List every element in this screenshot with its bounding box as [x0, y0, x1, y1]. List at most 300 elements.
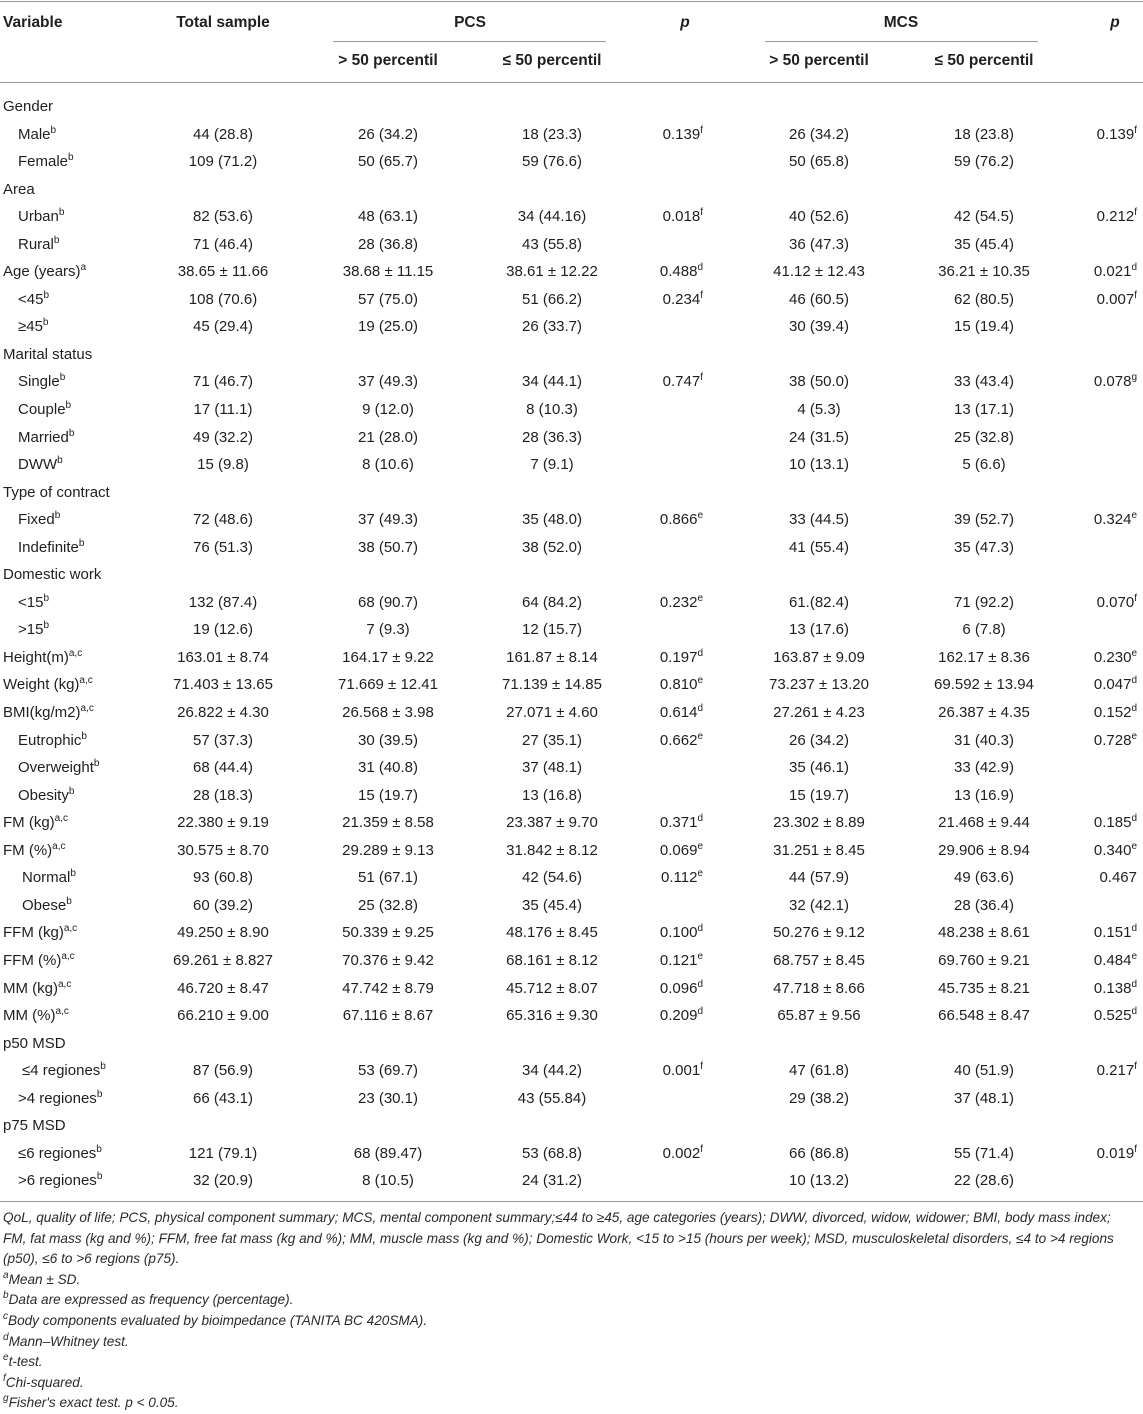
cell-p-mcs-footnote-mark: d — [1131, 1006, 1137, 1018]
cell-total-value: 57 (37.3) — [192, 731, 254, 749]
row-label-text: Single — [18, 373, 60, 391]
cell-total-value: 108 (70.6) — [188, 290, 258, 308]
table-row — [0, 286, 1143, 314]
cell-p-pcs-footnote-mark: e — [697, 730, 703, 742]
cell-mcs-above — [777, 1002, 860, 1029]
cell-pcs-below — [502, 671, 602, 698]
cell-p-pcs — [663, 1057, 703, 1084]
cell-mcs-below-value: 25 (32.8) — [953, 428, 1015, 446]
cell-p-mcs-footnote-mark: e — [1131, 510, 1137, 522]
cell-pcs-below — [522, 368, 582, 395]
row-label-text: Male — [18, 125, 51, 143]
cell-total-value: 45 (29.4) — [192, 318, 254, 336]
cell-p-mcs-footnote-mark: g — [1131, 372, 1137, 384]
cell-pcs-above-value: 21 (28.0) — [357, 428, 419, 446]
cell-p-pcs — [660, 644, 703, 671]
cell-pcs-above — [338, 671, 438, 698]
header-pcs: PCS — [454, 14, 486, 31]
table-row — [0, 864, 1143, 892]
cell-p-pcs-value: 0.747 — [662, 373, 701, 391]
cell-pcs-below-value: 34 (44.2) — [521, 1062, 583, 1080]
pcs-group-rule — [333, 41, 606, 42]
cell-pcs-above — [358, 1057, 418, 1084]
cell-mcs-below — [962, 451, 1005, 478]
cell-pcs-below-value: 68.161 ± 8.12 — [506, 951, 598, 969]
cell-p-pcs-footnote-mark: d — [697, 262, 703, 274]
cell-pcs-below-value: 35 (45.4) — [521, 896, 583, 914]
cell-total-value: 66 (43.1) — [192, 1089, 254, 1107]
row-label-footnote-mark: b — [65, 400, 72, 412]
row-label-footnote-mark: b — [54, 510, 61, 522]
cell-pcs-below — [522, 616, 582, 643]
cell-p-pcs-footnote-mark: e — [697, 592, 703, 604]
cell-mcs-above — [789, 1140, 849, 1167]
cell-mcs-above — [789, 506, 849, 533]
cell-mcs-below-value: 59 (76.2) — [953, 153, 1015, 171]
cell-pcs-below — [522, 589, 582, 616]
cell-mcs-above-value: 29 (38.2) — [788, 1089, 850, 1107]
cell-mcs-below — [954, 121, 1014, 148]
cell-p-pcs-footnote-mark: d — [697, 647, 703, 659]
cell-mcs-below-value: 71 (92.2) — [953, 593, 1015, 611]
cell-total-value: 38.65 ± 11.66 — [177, 263, 269, 281]
cell-pcs-below — [522, 1140, 582, 1167]
cell-mcs-above-value: 4 (5.3) — [797, 401, 841, 419]
cell-pcs-below-value: 35 (48.0) — [521, 511, 583, 529]
cell-pcs-below — [522, 1057, 582, 1084]
cell-p-pcs — [660, 671, 703, 698]
cell-mcs-below — [938, 809, 1030, 836]
cell-pcs-below-value: 59 (76.6) — [521, 153, 583, 171]
table-row — [0, 919, 1143, 947]
cell-mcs-above — [789, 1167, 849, 1194]
cell-total-value: 93 (60.8) — [192, 869, 254, 887]
cell-pcs-above — [358, 727, 418, 754]
row-label-text: <15 — [18, 593, 44, 611]
footnote-text: Mean ± SD. — [8, 1271, 81, 1287]
cell-mcs-below — [954, 203, 1014, 230]
row-label-footnote-mark: b — [50, 124, 57, 136]
row-label-footnote-mark: b — [78, 537, 85, 549]
cell-pcs-above — [358, 286, 418, 313]
cell-mcs-below — [938, 699, 1030, 726]
cell-pcs-below-value: 71.139 ± 14.85 — [502, 676, 602, 694]
cell-p-mcs-value: 0.078 — [1093, 373, 1132, 391]
cell-p-pcs-value: 0.614 — [659, 704, 698, 722]
cell-pcs-below-value: 45.712 ± 8.07 — [506, 979, 598, 997]
cell-pcs-above-value: 7 (9.3) — [366, 621, 410, 639]
table-row — [0, 368, 1143, 396]
cell-p-pcs — [663, 368, 703, 395]
cell-p-mcs — [1097, 1140, 1137, 1167]
table-row — [0, 1002, 1143, 1030]
row-label-text: FFM (kg) — [3, 924, 64, 942]
cell-mcs-below — [954, 506, 1014, 533]
cell-pcs-above — [354, 1140, 422, 1167]
cell-p-mcs-footnote-mark: f — [1134, 1143, 1137, 1155]
cell-total — [173, 947, 273, 974]
table-row — [0, 809, 1143, 837]
cell-p-pcs — [660, 837, 703, 864]
row-label-text: Area — [3, 180, 35, 198]
row-label — [18, 727, 87, 754]
cell-mcs-below-value: 31 (40.3) — [953, 731, 1015, 749]
cell-p-mcs-footnote-mark: e — [1131, 840, 1137, 852]
cell-pcs-below-value: 37 (48.1) — [521, 759, 583, 777]
row-label — [18, 1167, 102, 1194]
cell-pcs-below-value: 24 (31.2) — [521, 1172, 583, 1190]
table-row — [0, 644, 1143, 672]
row-label — [18, 286, 49, 313]
cell-total — [189, 1140, 257, 1167]
cell-mcs-above-value: 66 (86.8) — [788, 1144, 850, 1162]
cell-pcs-below — [506, 975, 598, 1002]
row-label-text: Female — [18, 153, 69, 171]
row-label — [22, 1057, 106, 1084]
cell-mcs-above-value: 47.718 ± 8.66 — [773, 979, 865, 997]
row-label-text: Gender — [3, 98, 54, 115]
cell-mcs-below — [954, 1057, 1014, 1084]
row-label — [22, 892, 72, 919]
cell-pcs-below-value: 34 (44.16) — [517, 208, 587, 226]
cell-pcs-below — [522, 506, 582, 533]
cell-pcs-above-value: 50.339 ± 9.25 — [342, 924, 434, 942]
cell-p-pcs-value: 0.112 — [661, 869, 698, 887]
row-label-text: Height(m) — [3, 648, 69, 666]
bottom-rule — [0, 1201, 1143, 1202]
cell-mcs-above-value: 33 (44.5) — [788, 511, 850, 529]
footnote — [3, 1393, 1133, 1414]
cell-mcs-above-value: 41.12 ± 12.43 — [773, 263, 865, 281]
row-label-footnote-mark: a,c — [58, 978, 72, 990]
header-rule — [0, 82, 1143, 83]
table-row — [0, 176, 1143, 204]
row-label-text: Rural — [18, 235, 54, 253]
table-row — [0, 727, 1143, 755]
cell-p-pcs-value: 0.069 — [659, 841, 698, 859]
cell-pcs-above — [358, 231, 418, 258]
row-label — [3, 1002, 69, 1029]
cell-pcs-above-value: 8 (10.6) — [362, 456, 414, 474]
row-label — [18, 1085, 102, 1112]
cell-total — [189, 589, 257, 616]
cell-p-pcs-footnote-mark: d — [697, 813, 703, 825]
cell-p-mcs — [1094, 368, 1137, 395]
cell-p-mcs — [1094, 919, 1137, 946]
cell-pcs-above — [358, 203, 418, 230]
table-row — [0, 341, 1143, 369]
cell-p-pcs-value: 0.121 — [659, 951, 698, 969]
row-label — [3, 837, 66, 864]
cell-mcs-below-value: 36.21 ± 10.35 — [938, 263, 1030, 281]
cell-pcs-above — [358, 534, 418, 561]
cell-p-pcs — [660, 506, 703, 533]
cell-pcs-below-value: 38.61 ± 12.22 — [506, 263, 598, 281]
cell-mcs-above — [773, 258, 865, 285]
cell-p-pcs-footnote-mark: e — [697, 840, 703, 852]
cell-pcs-below-value: 23.387 ± 9.70 — [506, 814, 598, 832]
cell-mcs-below-value: 22 (28.6) — [953, 1172, 1015, 1190]
cell-mcs-above — [789, 313, 849, 340]
cell-p-mcs-value: 0.728 — [1093, 731, 1132, 749]
cell-mcs-below — [954, 231, 1014, 258]
cell-p-pcs-footnote-mark: f — [700, 124, 703, 136]
row-label-text: Marital status — [3, 345, 93, 363]
cell-mcs-below — [954, 286, 1014, 313]
cell-mcs-below — [954, 727, 1014, 754]
cell-p-mcs-footnote-mark: d — [1131, 675, 1137, 687]
cell-pcs-above-value: 71.669 ± 12.41 — [338, 676, 438, 694]
cell-mcs-below — [938, 258, 1030, 285]
row-label-text: MM (kg) — [3, 979, 58, 997]
table-row — [0, 93, 1143, 121]
cell-pcs-below — [522, 424, 582, 451]
cell-pcs-below — [530, 451, 573, 478]
cell-mcs-above-value: 10 (13.1) — [788, 456, 850, 474]
cell-mcs-below — [954, 368, 1014, 395]
cell-p-mcs — [1094, 506, 1137, 533]
cell-p-mcs-footnote-mark: e — [1131, 730, 1137, 742]
cell-p-mcs-value: 0.138 — [1093, 979, 1132, 997]
row-label — [18, 1140, 102, 1167]
cell-p-mcs-value: 0.324 — [1093, 511, 1132, 529]
footnote — [3, 1311, 1133, 1332]
cell-total-value: 109 (71.2) — [188, 153, 258, 171]
cell-pcs-below-value: 51 (66.2) — [521, 290, 583, 308]
cell-pcs-above — [342, 975, 434, 1002]
cell-pcs-above — [358, 148, 418, 175]
table-body — [0, 93, 1143, 1195]
table-row — [0, 616, 1143, 644]
cell-mcs-above-value: 50.276 ± 9.12 — [773, 924, 865, 942]
cell-p-pcs-value: 0.197 — [659, 648, 698, 666]
cell-mcs-below-value: 55 (71.4) — [953, 1144, 1015, 1162]
cell-pcs-above — [343, 1002, 434, 1029]
cell-p-pcs — [660, 809, 703, 836]
cell-pcs-above-value: 25 (32.8) — [357, 896, 419, 914]
cell-p-pcs-value: 0.209 — [659, 1007, 698, 1025]
cell-pcs-above-value: 26 (34.2) — [357, 125, 419, 143]
row-label-footnote-mark: b — [100, 1061, 106, 1073]
cell-pcs-below — [518, 203, 586, 230]
cell-mcs-above — [773, 699, 865, 726]
cell-p-mcs-footnote-mark: f — [1134, 124, 1137, 136]
table-notes — [3, 1208, 1133, 1414]
cell-mcs-below-value: 21.468 ± 9.44 — [938, 814, 1030, 832]
cell-pcs-above — [358, 892, 418, 919]
cell-pcs-above-value: 53 (69.7) — [357, 1062, 419, 1080]
cell-p-mcs-footnote-mark: d — [1131, 923, 1137, 935]
row-label — [3, 561, 101, 588]
cell-p-pcs — [663, 121, 703, 148]
cell-total — [193, 754, 253, 781]
cell-mcs-above — [789, 286, 849, 313]
cell-pcs-below — [506, 809, 598, 836]
footnote-mark: c — [3, 1310, 8, 1322]
cell-pcs-below — [522, 286, 582, 313]
row-label — [18, 148, 74, 175]
cell-pcs-above-value: 48 (63.1) — [357, 208, 419, 226]
cell-mcs-below — [954, 782, 1014, 809]
cell-total — [193, 727, 253, 754]
cell-mcs-above — [789, 782, 849, 809]
row-label-footnote-mark: a,c — [68, 647, 83, 659]
cell-total-value: 19 (12.6) — [192, 621, 254, 639]
cell-pcs-below — [506, 699, 598, 726]
cell-p-pcs-value: 0.810 — [659, 676, 698, 694]
cell-mcs-below-value: 40 (51.9) — [953, 1062, 1015, 1080]
footnote-mark: a — [3, 1269, 9, 1281]
cell-pcs-above — [342, 919, 434, 946]
cell-total-value: 22.380 ± 9.19 — [177, 814, 269, 832]
cell-pcs-above — [362, 451, 414, 478]
cell-p-pcs-footnote-mark: d — [697, 1006, 703, 1018]
row-label-footnote-mark: b — [68, 427, 75, 439]
footnote-mark: d — [3, 1331, 9, 1343]
cell-pcs-below-value: 8 (10.3) — [526, 401, 578, 419]
row-label-footnote-mark: b — [66, 895, 72, 907]
cell-p-pcs-footnote-mark: e — [697, 950, 703, 962]
cell-pcs-above — [366, 616, 409, 643]
cell-mcs-above-value: 32 (42.1) — [788, 896, 850, 914]
footnote-mark: f — [3, 1372, 6, 1384]
row-label-text: >6 regiones — [18, 1172, 97, 1190]
row-label-footnote-mark: b — [93, 758, 100, 770]
cell-mcs-above — [789, 1085, 849, 1112]
cell-p-pcs-value: 0.002 — [662, 1144, 701, 1162]
row-label — [18, 396, 71, 423]
cell-p-pcs-value: 0.100 — [659, 924, 698, 942]
cell-mcs-above — [789, 368, 849, 395]
row-label-footnote-mark: a,c — [54, 813, 69, 825]
footnote-mark: b — [3, 1290, 9, 1302]
footnote — [3, 1290, 1133, 1311]
table-row — [0, 148, 1143, 176]
cell-pcs-below — [506, 258, 598, 285]
cell-pcs-above — [362, 1167, 414, 1194]
cell-pcs-above-value: 67.116 ± 8.67 — [342, 1007, 434, 1025]
cell-p-mcs-footnote-mark: d — [1131, 978, 1137, 990]
table-row — [0, 1140, 1143, 1168]
cell-mcs-below — [954, 396, 1014, 423]
cell-p-mcs-value: 0.230 — [1093, 648, 1132, 666]
cell-pcs-above — [358, 1085, 418, 1112]
cell-p-mcs-value: 0.139 — [1096, 125, 1135, 143]
cell-pcs-above — [342, 644, 434, 671]
cell-p-pcs-footnote-mark: d — [697, 978, 703, 990]
cell-mcs-below-value: 18 (23.8) — [953, 125, 1015, 143]
cell-p-pcs-value: 0.662 — [659, 731, 698, 749]
cell-pcs-below-value: 43 (55.8) — [521, 235, 583, 253]
cell-p-pcs-footnote-mark: e — [697, 675, 703, 687]
cell-p-mcs-value: 0.340 — [1093, 841, 1132, 859]
row-label-text: p50 MSD — [3, 1034, 66, 1052]
row-label-footnote-mark: b — [43, 620, 50, 632]
cell-total-value: 72 (48.6) — [192, 511, 254, 529]
cell-mcs-below — [954, 534, 1014, 561]
cell-pcs-below — [522, 121, 582, 148]
row-label — [18, 534, 84, 561]
cell-total — [189, 148, 257, 175]
cell-total — [193, 782, 253, 809]
row-label-text: Eutrophic — [18, 731, 82, 749]
cell-p-pcs — [660, 1002, 703, 1029]
cell-p-mcs-value: 0.007 — [1096, 290, 1135, 308]
cell-total — [178, 258, 269, 285]
cell-pcs-below-value: 34 (44.1) — [521, 373, 583, 391]
cell-p-pcs — [660, 258, 703, 285]
cell-p-mcs-value: 0.217 — [1096, 1062, 1135, 1080]
cell-pcs-above-value: 19 (25.0) — [357, 318, 419, 336]
cell-mcs-above — [789, 727, 849, 754]
cell-mcs-below — [938, 837, 1030, 864]
cell-p-pcs — [660, 699, 703, 726]
row-label-text: Type of contract — [3, 483, 110, 501]
cell-mcs-above-value: 10 (13.2) — [788, 1172, 850, 1190]
cell-pcs-below — [522, 313, 582, 340]
cell-pcs-above — [358, 313, 418, 340]
cell-p-mcs-value: 0.212 — [1096, 208, 1135, 226]
cell-pcs-above-value: 47.742 ± 8.79 — [342, 979, 434, 997]
cell-p-mcs — [1094, 699, 1137, 726]
cell-pcs-above — [358, 782, 418, 809]
footnote-text: Fisher's exact test. p < 0.05. — [8, 1395, 179, 1411]
row-label — [3, 93, 53, 120]
cell-pcs-below — [522, 754, 582, 781]
header-variable: Variable — [3, 14, 63, 31]
row-label-footnote-mark: b — [70, 868, 76, 880]
cell-p-pcs-footnote-mark: f — [700, 207, 703, 219]
cell-pcs-above-value: 37 (49.3) — [357, 511, 419, 529]
row-label-text: Normal — [22, 869, 71, 887]
cell-mcs-above — [789, 892, 849, 919]
header-pcs-above: > 50 percentil — [338, 52, 438, 69]
header-pcs-below: ≤ 50 percentil — [502, 52, 602, 69]
cell-mcs-below-value: 162.17 ± 8.36 — [938, 648, 1030, 666]
row-label-text: FFM (%) — [3, 951, 62, 969]
cell-total — [177, 975, 269, 1002]
cell-mcs-above-value: 68.757 ± 8.45 — [773, 951, 865, 969]
cell-total-value: 163.01 ± 8.74 — [177, 648, 269, 666]
cell-p-pcs — [661, 864, 703, 891]
cell-mcs-above — [773, 837, 865, 864]
cell-pcs-above — [358, 864, 418, 891]
cell-mcs-above-value: 13 (17.6) — [788, 621, 850, 639]
row-label — [3, 671, 93, 698]
cell-pcs-above-value: 38.68 ± 11.15 — [342, 263, 434, 281]
cell-pcs-below-value: 27.071 ± 4.60 — [506, 704, 598, 722]
cell-mcs-below-value: 42 (54.5) — [953, 208, 1015, 226]
cell-mcs-below — [954, 892, 1014, 919]
table-row — [0, 506, 1143, 534]
table-row — [0, 1112, 1143, 1140]
table-row — [0, 1167, 1143, 1195]
cell-mcs-below-value: 48.238 ± 8.61 — [938, 924, 1030, 942]
cell-mcs-above — [789, 231, 849, 258]
cell-p-mcs-value: 0.151 — [1093, 924, 1132, 942]
cell-p-pcs-value: 0.018 — [662, 208, 701, 226]
cell-pcs-below — [506, 919, 598, 946]
row-label-text: Overweight — [18, 759, 94, 777]
cell-mcs-below-value: 49 (63.6) — [953, 869, 1015, 887]
cell-mcs-above-value: 23.302 ± 8.89 — [773, 814, 865, 832]
footnote-text: Body components evaluated by bioimpedance (TANITA BC 420SMA). — [8, 1312, 428, 1328]
cell-pcs-below — [522, 148, 582, 175]
table-row — [0, 947, 1143, 975]
table-row — [0, 313, 1143, 341]
cell-mcs-above-value: 26 (34.2) — [788, 125, 850, 143]
cell-mcs-above-value: 30 (39.4) — [788, 318, 850, 336]
